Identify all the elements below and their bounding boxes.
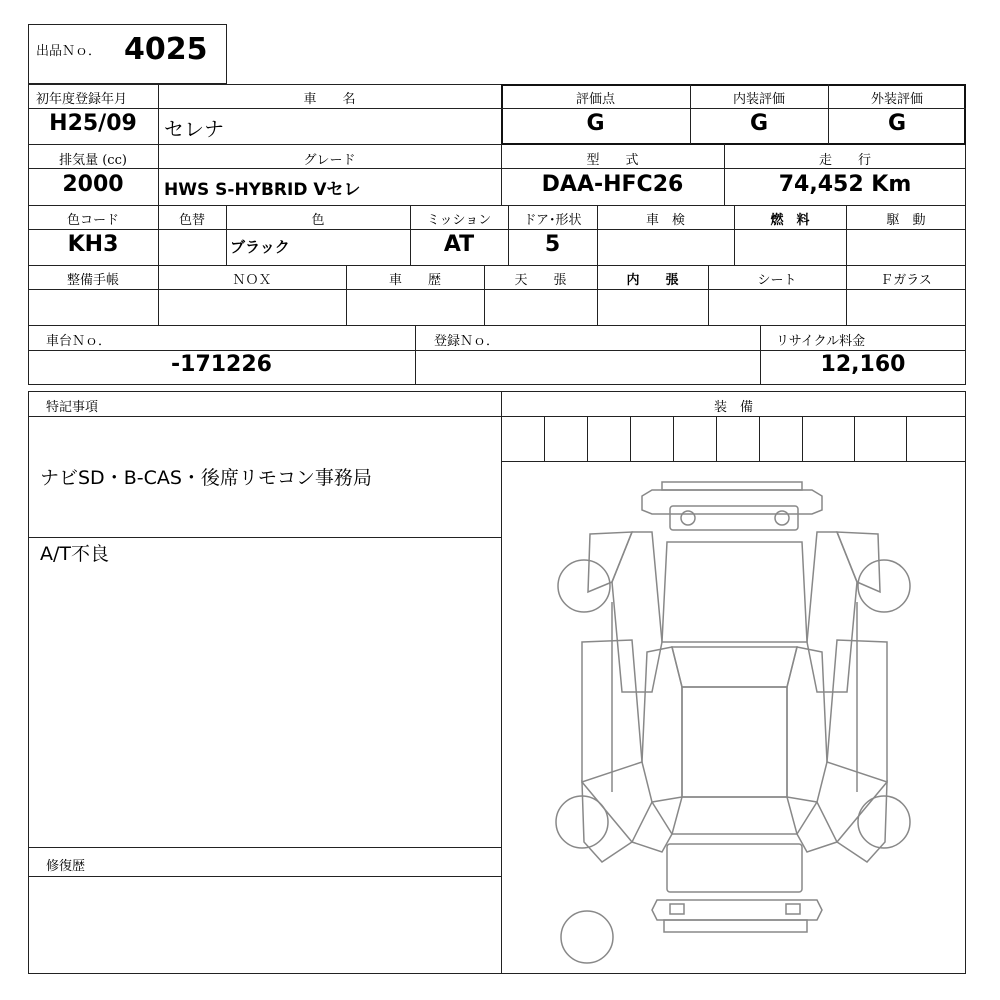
registration-label: 登録Ｎｏ． — [434, 334, 500, 349]
wheel-rear-right-icon — [858, 796, 910, 848]
roof-label: 天 張 — [514, 273, 567, 288]
nox-label: ＮＯＸ — [232, 273, 272, 288]
color-change-label: 色替 — [178, 213, 205, 228]
displacement-value: 2000 — [62, 172, 124, 197]
mission-label: ミッション — [426, 213, 492, 228]
seat-label: シート — [757, 273, 797, 288]
drive-label: 駆 動 — [886, 213, 926, 228]
model-label: 型 式 — [586, 153, 639, 168]
car-name-label: 車 名 — [303, 92, 356, 107]
score-label: 評価点 — [575, 92, 615, 107]
color-code-value: KH3 — [67, 232, 119, 257]
special-notes-line2: A/T不良 — [40, 543, 110, 565]
lot-label: 出品Ｎｏ． — [36, 44, 102, 59]
door-label: ドア･形状 — [523, 213, 582, 228]
color-value: ブラック — [230, 238, 290, 256]
fuel-label: 燃 料 — [770, 213, 810, 228]
mileage-label: 走 行 — [818, 153, 871, 168]
first-reg-value: H25/09 — [49, 111, 137, 136]
recycle-value: 12,160 — [820, 352, 906, 377]
color-code-label: 色コード — [66, 213, 119, 228]
special-notes-label: 特記事項 — [46, 400, 99, 415]
history-label: 車 歴 — [388, 273, 441, 288]
repair-history-label: 修復歴 — [46, 859, 86, 874]
maintenance-label: 整備手帳 — [66, 273, 119, 288]
spare-wheel-icon — [561, 911, 613, 963]
special-notes-line1: ナビSD・B-CAS・後席リモコン事務局 — [40, 467, 372, 489]
interior-trim-label: 内 張 — [626, 273, 679, 288]
recycle-label: リサイクル料金 — [776, 334, 866, 349]
glass-label: Ｆガラス — [880, 273, 932, 288]
lot-number: 4025 — [124, 32, 208, 67]
displacement-label: 排気量 (cc) — [59, 153, 127, 168]
car-diagram — [502, 462, 965, 973]
door-value: 5 — [544, 232, 561, 257]
interior-label: 内装評価 — [732, 92, 785, 107]
exterior-label: 外装評価 — [870, 92, 923, 107]
inspection-label: 車 検 — [645, 213, 685, 228]
grade-label: グレード — [303, 153, 356, 168]
chassis-label: 車台Ｎｏ． — [46, 334, 112, 349]
chassis-value: -171226 — [171, 352, 272, 377]
model-value: DAA-HFC26 — [541, 172, 684, 197]
first-reg-label: 初年度登録年月 — [36, 92, 128, 107]
equipment-label: 装 備 — [713, 400, 753, 415]
color-label: 色 — [311, 213, 325, 228]
grade-value: HWS S-HYBRID Vセレ — [164, 180, 361, 200]
mission-value: AT — [443, 232, 475, 257]
mileage-value: 74,452 Km — [778, 172, 912, 197]
interior-value: G — [749, 111, 769, 136]
exterior-value: G — [887, 111, 907, 136]
front-light-left-icon — [681, 511, 695, 525]
score-value: G — [586, 111, 605, 136]
car-name-value: セレナ — [164, 117, 224, 141]
